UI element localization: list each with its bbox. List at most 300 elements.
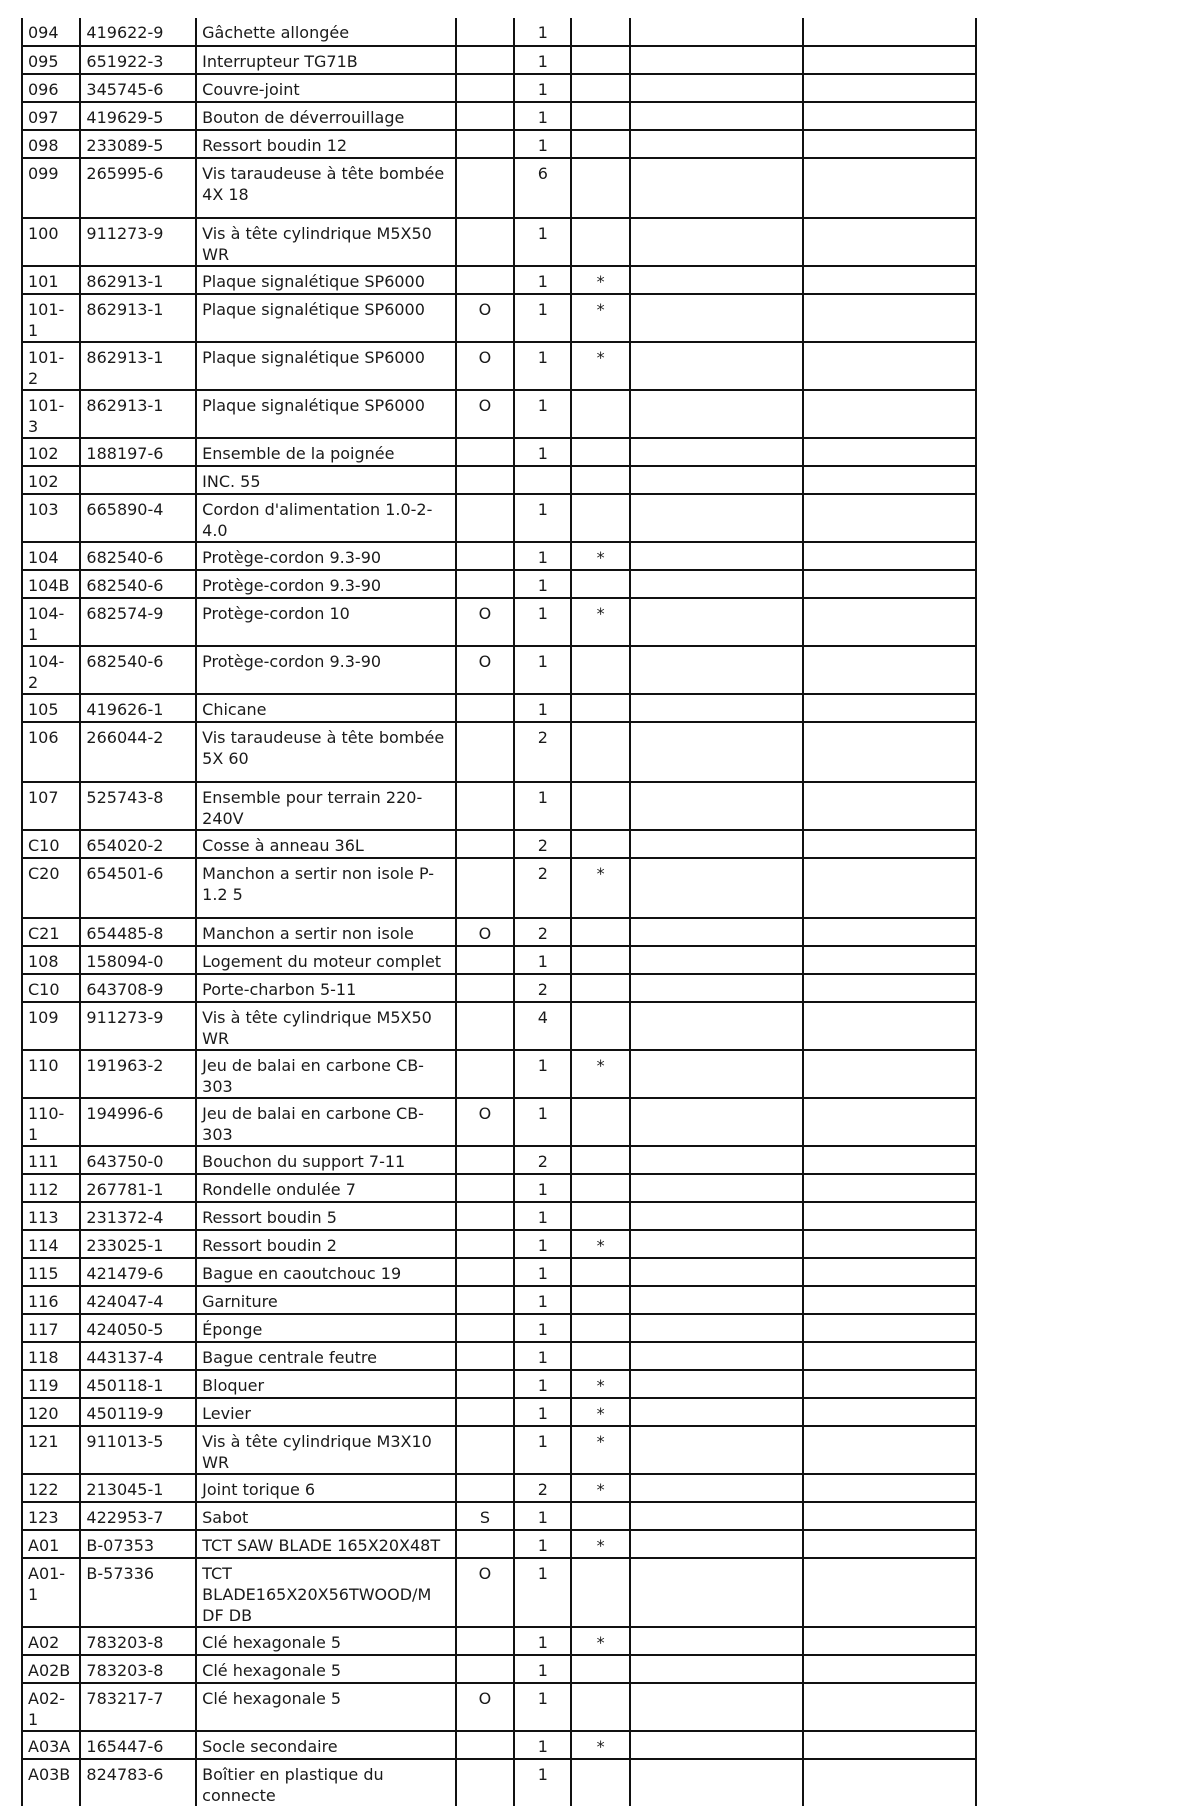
cell-quantity: 1	[514, 218, 571, 266]
cell-description: Clé hexagonale 5	[196, 1655, 456, 1683]
cell-option-flag	[456, 218, 514, 266]
cell-description: Manchon a sertir non isole	[196, 918, 456, 946]
cell-part-number: 267781-1	[80, 1174, 196, 1202]
cell-empty-column-b	[803, 130, 976, 158]
table-row	[22, 1759, 976, 1806]
table-row	[22, 1230, 976, 1258]
cell-empty-column-b	[803, 542, 976, 570]
cell-quantity: 1	[514, 646, 571, 694]
cell-part-number: 783203-8	[80, 1655, 196, 1683]
cell-item-number: 114	[22, 1230, 80, 1258]
cell-empty-column-b	[803, 466, 976, 494]
cell-option-flag: O	[456, 1683, 514, 1731]
cell-note-mark	[571, 830, 629, 858]
cell-description: Vis à tête cylindrique M5X50 WR	[196, 218, 456, 266]
table-row	[22, 218, 976, 266]
cell-quantity: 1	[514, 1314, 571, 1342]
cell-empty-column-b	[803, 1146, 976, 1174]
cell-empty-column-b	[803, 1426, 976, 1474]
cell-quantity: 1	[514, 18, 571, 46]
cell-note-mark	[571, 1098, 629, 1146]
cell-part-number: 443137-4	[80, 1342, 196, 1370]
cell-note-mark	[571, 1174, 629, 1202]
cell-note-mark	[571, 218, 629, 266]
cell-part-number: 911013-5	[80, 1426, 196, 1474]
cell-empty-column-b	[803, 1098, 976, 1146]
cell-option-flag: O	[456, 1098, 514, 1146]
cell-quantity: 1	[514, 1627, 571, 1655]
cell-description: Bouton de déverrouillage	[196, 102, 456, 130]
cell-empty-column-b	[803, 1558, 976, 1627]
table-row	[22, 1174, 976, 1202]
cell-empty-column-a	[630, 1098, 803, 1146]
cell-note-mark: *	[571, 858, 629, 918]
cell-item-number: 099	[22, 158, 80, 218]
cell-item-number: A02	[22, 1627, 80, 1655]
cell-note-mark	[571, 466, 629, 494]
cell-note-mark	[571, 782, 629, 830]
cell-item-number: C21	[22, 918, 80, 946]
cell-note-mark: *	[571, 1474, 629, 1502]
cell-item-number: 117	[22, 1314, 80, 1342]
cell-note-mark	[571, 946, 629, 974]
cell-item-number: 104	[22, 542, 80, 570]
cell-description: Rondelle ondulée 7	[196, 1174, 456, 1202]
cell-note-mark: *	[571, 542, 629, 570]
cell-quantity: 6	[514, 158, 571, 218]
cell-option-flag: O	[456, 646, 514, 694]
cell-quantity: 1	[514, 494, 571, 542]
cell-quantity: 2	[514, 1146, 571, 1174]
cell-empty-column-a	[630, 1342, 803, 1370]
cell-quantity: 1	[514, 102, 571, 130]
cell-quantity: 1	[514, 1655, 571, 1683]
cell-note-mark	[571, 694, 629, 722]
cell-item-number: 096	[22, 74, 80, 102]
cell-quantity: 1	[514, 1731, 571, 1759]
cell-empty-column-a	[630, 570, 803, 598]
cell-empty-column-b	[803, 646, 976, 694]
cell-empty-column-a	[630, 46, 803, 74]
cell-note-mark	[571, 1146, 629, 1174]
cell-description: Ressort boudin 2	[196, 1230, 456, 1258]
cell-note-mark	[571, 46, 629, 74]
cell-empty-column-b	[803, 694, 976, 722]
cell-part-number: 422953-7	[80, 1502, 196, 1530]
cell-option-flag: O	[456, 390, 514, 438]
cell-item-number: 104B	[22, 570, 80, 598]
cell-description: Protège-cordon 10	[196, 598, 456, 646]
cell-part-number: 654501-6	[80, 858, 196, 918]
cell-option-flag	[456, 694, 514, 722]
cell-quantity: 1	[514, 598, 571, 646]
table-row	[22, 1558, 976, 1627]
cell-empty-column-a	[630, 646, 803, 694]
cell-part-number: 911273-9	[80, 1002, 196, 1050]
cell-note-mark	[571, 74, 629, 102]
table-row	[22, 1146, 976, 1174]
cell-option-flag: O	[456, 342, 514, 390]
cell-quantity: 1	[514, 74, 571, 102]
cell-option-flag	[456, 1314, 514, 1342]
cell-part-number: 265995-6	[80, 158, 196, 218]
cell-part-number: 194996-6	[80, 1098, 196, 1146]
cell-part-number: 345745-6	[80, 74, 196, 102]
cell-option-flag	[456, 974, 514, 1002]
cell-description: Ressort boudin 12	[196, 130, 456, 158]
parts-list-table	[21, 18, 977, 1806]
cell-empty-column-a	[630, 858, 803, 918]
cell-item-number: 102	[22, 438, 80, 466]
cell-description: Porte-charbon 5-11	[196, 974, 456, 1002]
cell-note-mark	[571, 1502, 629, 1530]
cell-empty-column-a	[630, 1314, 803, 1342]
table-row	[22, 1098, 976, 1146]
cell-empty-column-a	[630, 1202, 803, 1230]
table-row	[22, 438, 976, 466]
cell-empty-column-b	[803, 782, 976, 830]
table-row	[22, 466, 976, 494]
cell-empty-column-b	[803, 1314, 976, 1342]
cell-quantity: 1	[514, 542, 571, 570]
cell-quantity: 1	[514, 438, 571, 466]
cell-empty-column-a	[630, 1230, 803, 1258]
cell-quantity: 1	[514, 570, 571, 598]
table-row	[22, 1731, 976, 1759]
cell-empty-column-b	[803, 74, 976, 102]
cell-option-flag	[456, 1655, 514, 1683]
cell-part-number: 419622-9	[80, 18, 196, 46]
cell-description: Bouchon du support 7-11	[196, 1146, 456, 1174]
cell-part-number: 824783-6	[80, 1759, 196, 1806]
cell-note-mark	[571, 494, 629, 542]
cell-empty-column-b	[803, 722, 976, 782]
cell-note-mark	[571, 646, 629, 694]
cell-part-number: 911273-9	[80, 218, 196, 266]
cell-item-number: 112	[22, 1174, 80, 1202]
cell-empty-column-b	[803, 1655, 976, 1683]
cell-empty-column-a	[630, 1731, 803, 1759]
cell-quantity: 1	[514, 46, 571, 74]
table-row	[22, 974, 976, 1002]
cell-part-number: 651922-3	[80, 46, 196, 74]
cell-option-flag	[456, 438, 514, 466]
cell-part-number: 419629-5	[80, 102, 196, 130]
table-row	[22, 130, 976, 158]
cell-part-number: 233025-1	[80, 1230, 196, 1258]
cell-option-flag	[456, 1627, 514, 1655]
cell-empty-column-a	[630, 18, 803, 46]
table-row	[22, 1202, 976, 1230]
table-row	[22, 646, 976, 694]
cell-note-mark: *	[571, 342, 629, 390]
cell-part-number: 233089-5	[80, 130, 196, 158]
table-row	[22, 1370, 976, 1398]
cell-empty-column-b	[803, 218, 976, 266]
cell-note-mark	[571, 722, 629, 782]
cell-description: Bague en caoutchouc 19	[196, 1258, 456, 1286]
cell-empty-column-a	[630, 1370, 803, 1398]
table-row	[22, 1286, 976, 1314]
cell-empty-column-b	[803, 18, 976, 46]
table-row	[22, 694, 976, 722]
cell-part-number: 862913-1	[80, 294, 196, 342]
cell-note-mark: *	[571, 1370, 629, 1398]
cell-empty-column-b	[803, 1530, 976, 1558]
cell-empty-column-b	[803, 1759, 976, 1806]
cell-item-number: 110	[22, 1050, 80, 1098]
cell-option-flag	[456, 1731, 514, 1759]
table-row	[22, 1502, 976, 1530]
cell-empty-column-b	[803, 1230, 976, 1258]
cell-option-flag	[456, 1002, 514, 1050]
table-row	[22, 782, 976, 830]
cell-empty-column-a	[630, 946, 803, 974]
cell-item-number: A01	[22, 1530, 80, 1558]
cell-part-number: 525743-8	[80, 782, 196, 830]
cell-part-number: 783217-7	[80, 1683, 196, 1731]
cell-quantity: 1	[514, 294, 571, 342]
cell-part-number: 188197-6	[80, 438, 196, 466]
cell-empty-column-a	[630, 1474, 803, 1502]
cell-quantity: 1	[514, 1286, 571, 1314]
cell-option-flag	[456, 1426, 514, 1474]
cell-description: Couvre-joint	[196, 74, 456, 102]
cell-item-number: 102	[22, 466, 80, 494]
cell-note-mark	[571, 130, 629, 158]
cell-empty-column-b	[803, 830, 976, 858]
cell-option-flag	[456, 722, 514, 782]
cell-quantity: 1	[514, 1759, 571, 1806]
table-row	[22, 102, 976, 130]
cell-note-mark	[571, 1342, 629, 1370]
cell-part-number: 424050-5	[80, 1314, 196, 1342]
cell-empty-column-a	[630, 1286, 803, 1314]
cell-description: Ensemble pour terrain 220-240V	[196, 782, 456, 830]
cell-option-flag	[456, 46, 514, 74]
cell-note-mark: *	[571, 1230, 629, 1258]
cell-part-number: 266044-2	[80, 722, 196, 782]
cell-description: Plaque signalétique SP6000	[196, 294, 456, 342]
cell-item-number: 101-1	[22, 294, 80, 342]
cell-note-mark: *	[571, 1731, 629, 1759]
cell-empty-column-b	[803, 1474, 976, 1502]
cell-note-mark	[571, 1314, 629, 1342]
cell-quantity: 1	[514, 1370, 571, 1398]
cell-quantity: 4	[514, 1002, 571, 1050]
cell-description: Ensemble de la poignée	[196, 438, 456, 466]
cell-empty-column-b	[803, 858, 976, 918]
cell-empty-column-b	[803, 1258, 976, 1286]
cell-option-flag: S	[456, 1502, 514, 1530]
table-row	[22, 1627, 976, 1655]
table-row	[22, 830, 976, 858]
cell-part-number: 450118-1	[80, 1370, 196, 1398]
cell-description: Vis taraudeuse à tête bombée 5X 60	[196, 722, 456, 782]
cell-empty-column-b	[803, 158, 976, 218]
table-row	[22, 1258, 976, 1286]
cell-quantity: 2	[514, 830, 571, 858]
cell-empty-column-a	[630, 1558, 803, 1627]
cell-note-mark	[571, 1759, 629, 1806]
cell-description: Garniture	[196, 1286, 456, 1314]
cell-empty-column-b	[803, 946, 976, 974]
table-row	[22, 1426, 976, 1474]
cell-item-number: C20	[22, 858, 80, 918]
cell-empty-column-b	[803, 974, 976, 1002]
cell-note-mark	[571, 1286, 629, 1314]
table-row	[22, 342, 976, 390]
cell-empty-column-a	[630, 918, 803, 946]
cell-quantity: 1	[514, 1398, 571, 1426]
cell-item-number: 122	[22, 1474, 80, 1502]
cell-part-number: 682540-6	[80, 646, 196, 694]
cell-item-number: 111	[22, 1146, 80, 1174]
cell-option-flag	[456, 1174, 514, 1202]
cell-note-mark: *	[571, 1426, 629, 1474]
cell-empty-column-a	[630, 102, 803, 130]
cell-option-flag	[456, 158, 514, 218]
cell-empty-column-b	[803, 1050, 976, 1098]
cell-option-flag	[456, 1342, 514, 1370]
table-row	[22, 1002, 976, 1050]
cell-option-flag: O	[456, 918, 514, 946]
cell-empty-column-a	[630, 1655, 803, 1683]
cell-description: Cosse à anneau 36L	[196, 830, 456, 858]
cell-quantity: 2	[514, 858, 571, 918]
cell-note-mark	[571, 974, 629, 1002]
cell-note-mark	[571, 158, 629, 218]
cell-item-number: A03B	[22, 1759, 80, 1806]
cell-empty-column-a	[630, 1426, 803, 1474]
cell-empty-column-a	[630, 542, 803, 570]
cell-description: Interrupteur TG71B	[196, 46, 456, 74]
cell-quantity: 1	[514, 1683, 571, 1731]
cell-empty-column-a	[630, 1627, 803, 1655]
table-row	[22, 1050, 976, 1098]
cell-option-flag	[456, 782, 514, 830]
cell-note-mark	[571, 102, 629, 130]
cell-option-flag	[456, 1230, 514, 1258]
cell-item-number: 107	[22, 782, 80, 830]
cell-item-number: 104-1	[22, 598, 80, 646]
cell-item-number: A02-1	[22, 1683, 80, 1731]
table-row	[22, 74, 976, 102]
table-row	[22, 1474, 976, 1502]
cell-option-flag: O	[456, 1558, 514, 1627]
cell-option-flag	[456, 18, 514, 46]
cell-option-flag	[456, 570, 514, 598]
cell-quantity: 1	[514, 946, 571, 974]
cell-item-number: 101-2	[22, 342, 80, 390]
cell-part-number: 682540-6	[80, 570, 196, 598]
cell-option-flag	[456, 1530, 514, 1558]
cell-description: Plaque signalétique SP6000	[196, 342, 456, 390]
cell-empty-column-a	[630, 438, 803, 466]
cell-empty-column-a	[630, 782, 803, 830]
cell-empty-column-b	[803, 438, 976, 466]
cell-empty-column-a	[630, 390, 803, 438]
parts-table-body	[22, 18, 976, 1806]
cell-description: Logement du moteur complet	[196, 946, 456, 974]
cell-empty-column-a	[630, 974, 803, 1002]
table-row	[22, 266, 976, 294]
cell-option-flag	[456, 1258, 514, 1286]
cell-description: Socle secondaire	[196, 1731, 456, 1759]
cell-description: Protège-cordon 9.3-90	[196, 570, 456, 598]
cell-part-number: 783203-8	[80, 1627, 196, 1655]
cell-empty-column-b	[803, 266, 976, 294]
cell-item-number: 105	[22, 694, 80, 722]
cell-empty-column-b	[803, 342, 976, 390]
cell-option-flag	[456, 1474, 514, 1502]
cell-item-number: C10	[22, 974, 80, 1002]
cell-empty-column-a	[630, 1050, 803, 1098]
table-row	[22, 598, 976, 646]
cell-description: Jeu de balai en carbone CB-303	[196, 1098, 456, 1146]
cell-description: INC. 55	[196, 466, 456, 494]
cell-item-number: 106	[22, 722, 80, 782]
table-row	[22, 158, 976, 218]
cell-option-flag	[456, 494, 514, 542]
cell-empty-column-a	[630, 722, 803, 782]
cell-item-number: 110-1	[22, 1098, 80, 1146]
cell-note-mark	[571, 1202, 629, 1230]
cell-part-number: 643708-9	[80, 974, 196, 1002]
cell-note-mark	[571, 1683, 629, 1731]
cell-part-number: 862913-1	[80, 266, 196, 294]
cell-note-mark	[571, 1258, 629, 1286]
cell-option-flag	[456, 858, 514, 918]
cell-item-number: 100	[22, 218, 80, 266]
cell-description: Plaque signalétique SP6000	[196, 390, 456, 438]
cell-empty-column-a	[630, 1530, 803, 1558]
cell-quantity: 1	[514, 1342, 571, 1370]
cell-option-flag	[456, 1370, 514, 1398]
cell-empty-column-b	[803, 46, 976, 74]
cell-part-number: 862913-1	[80, 342, 196, 390]
cell-empty-column-a	[630, 1258, 803, 1286]
cell-empty-column-b	[803, 1286, 976, 1314]
cell-quantity: 2	[514, 974, 571, 1002]
cell-item-number: 101-3	[22, 390, 80, 438]
cell-empty-column-a	[630, 1002, 803, 1050]
cell-option-flag	[456, 830, 514, 858]
cell-item-number: 104-2	[22, 646, 80, 694]
table-row	[22, 46, 976, 74]
cell-empty-column-a	[630, 466, 803, 494]
cell-note-mark: *	[571, 1050, 629, 1098]
cell-note-mark: *	[571, 1627, 629, 1655]
table-row	[22, 1314, 976, 1342]
cell-empty-column-b	[803, 1502, 976, 1530]
cell-note-mark	[571, 18, 629, 46]
cell-part-number: 665890-4	[80, 494, 196, 542]
cell-note-mark: *	[571, 598, 629, 646]
cell-option-flag	[456, 1286, 514, 1314]
cell-empty-column-b	[803, 1202, 976, 1230]
cell-note-mark	[571, 1558, 629, 1627]
cell-item-number: 095	[22, 46, 80, 74]
cell-item-number: 098	[22, 130, 80, 158]
cell-empty-column-a	[630, 694, 803, 722]
cell-quantity: 1	[514, 1530, 571, 1558]
cell-item-number: 097	[22, 102, 80, 130]
table-row	[22, 1398, 976, 1426]
cell-description: Joint torique 6	[196, 1474, 456, 1502]
cell-item-number: 101	[22, 266, 80, 294]
cell-empty-column-a	[630, 342, 803, 390]
